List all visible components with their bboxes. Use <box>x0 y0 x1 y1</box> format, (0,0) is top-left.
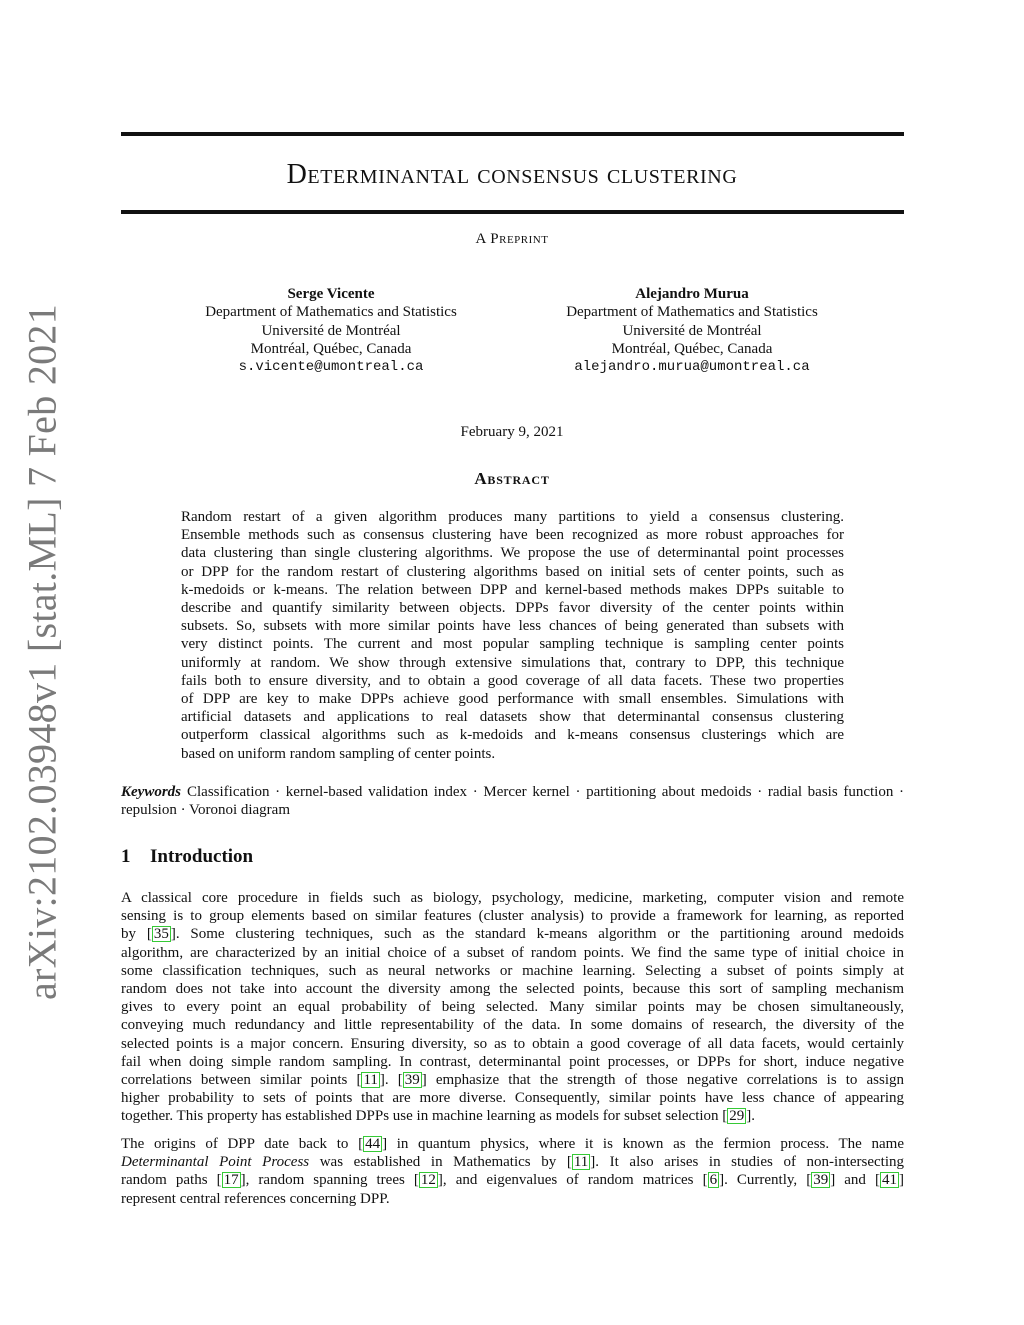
paragraph-line <box>121 998 904 1016</box>
paragraph-text: together. This property has established DPPs use in machine learning as models for subset selection <box>121 1108 723 1125</box>
section-title: Introduction <box>150 846 254 867</box>
paragraph-line <box>121 1053 904 1071</box>
paragraph-text: sensing is to group elements based on similar features (cluster analysis) to provide a framework for learning, as reported <box>121 908 904 925</box>
paragraph-line <box>121 944 904 962</box>
paragraph-text: was established in Mathematics by <box>309 1154 567 1171</box>
paragraph-line <box>121 1016 904 1034</box>
paragraph-text: and <box>835 1172 875 1189</box>
keywords-label: Keywords <box>121 784 181 800</box>
abstract-line: outperform classical algorithms such as k-medoids and k-means consensus clusterings which are <box>181 727 844 744</box>
abstract-line: k-medoids or k-means. The relation between DPP and kernel-based methods makes DPPs suitable to <box>181 581 844 598</box>
abstract-line: subsets. So, subsets with more similar points have less chances of being generated than subsets with <box>181 618 844 635</box>
paper-title: Determinantal consensus clustering <box>286 159 738 190</box>
paragraph-text: represent central references concerning DPP. <box>121 1190 390 1207</box>
abstract-line: very distinct points. The current and most popular sampling technique is sampling center points <box>181 636 844 653</box>
abstract-line: of DPP are key to make DPPs achieve good performance with small ensembles. Simulations with <box>181 691 844 708</box>
keywords-text: Classification · kernel-based validation index · Mercer kernel · partitioning about medoids · radial basis function · repulsion · Voronoi diagram <box>121 784 904 819</box>
paragraph-line <box>121 889 904 907</box>
paragraph-line: The origins of DPP date back to [ 44 ] in quantum physics, where it is known as the fermion process. The name <box>121 1136 904 1152</box>
citation-link[interactable]: 6 <box>709 1172 718 1189</box>
paragraph-text: , random spanning trees <box>245 1172 414 1189</box>
citation-link[interactable]: 44 <box>365 1136 381 1152</box>
paragraph-text: , and eigenvalues of random matrices <box>442 1172 703 1189</box>
title-bottom-rule <box>121 210 904 214</box>
paragraph-text: . <box>751 1108 756 1125</box>
paragraph-line: Determinantal Point Process was established in Mathematics by [ 11 ]. It also arises in studies of non-intersecting <box>121 1154 905 1171</box>
publication-date: February 9, 2021 <box>460 424 564 440</box>
paragraph-line: correlations between similar points [ 11 ]. [ 39 ] emphasize that the strength of those negative correlations is to assign <box>121 1072 905 1089</box>
paragraph-text: The origins of DPP date back to <box>121 1136 359 1152</box>
abstract-line: uniformly at random. We show through extensive simulations that, contrary to DPP, this technique <box>181 654 844 671</box>
section-heading <box>121 846 253 868</box>
paragraph-text: some classification techniques, such as neural networks or machine learning. Selecting a subset of points simply at <box>121 962 904 979</box>
abstract-line: data clustering than single clustering algorithms. We propose the use of determinantal point processes <box>181 545 844 562</box>
paragraph-text: A classical core procedure in fields such as biology, psychology, medicine, marketing, computer vision and remote <box>121 890 904 906</box>
paragraph-line <box>121 962 904 980</box>
abstract-line: describe and quantify similarity between objects. DPPs favor diversity of the center points within <box>181 600 844 617</box>
paragraph-text: higher probability to sets of points that are more diverse. Consequently, similar points have less chance of appearing <box>121 1090 904 1107</box>
citation-link[interactable]: 39 <box>404 1072 420 1089</box>
paragraph-line: random paths [ 17 ], random spanning trees [ 12 ], and eigenvalues of random matrices [ 6 ]. Currently, [ 39 ] and [ 41 ] <box>121 1172 904 1189</box>
abstract-body <box>181 508 844 763</box>
paragraph-text: . Some clustering techniques, such as the standard k-means algorithm or the partitioning around medoids <box>175 926 905 943</box>
paragraph-line <box>121 1089 904 1107</box>
abstract-heading: Abstract <box>474 469 550 488</box>
author-location: Montréal, Québec, Canada <box>611 340 773 357</box>
preprint-label: A Preprint <box>475 231 549 247</box>
paragraph-text: emphasize that the strength of those negative correlations is to assign <box>426 1072 905 1089</box>
author-block <box>532 285 852 376</box>
paragraph-text: by <box>121 926 147 943</box>
paragraph-text: fail when doing simple random sampling. In contrast, determinantal point processes, or DPPs for short, induce negative <box>121 1053 904 1070</box>
abstract-line: Random restart of a given algorithm produces many partitions to yield a consensus clustering. <box>181 509 844 525</box>
paragraph-line <box>121 980 904 998</box>
paragraph-text: in quantum physics, where it is known as the fermion process. The name <box>387 1136 904 1152</box>
paragraph-text: . It also arises in studies of non-intersecting <box>595 1154 905 1171</box>
author-name: Serge Vicente <box>287 286 375 302</box>
abstract-line: artificial datasets and applications to real datasets show that determinantal consensus clustering <box>181 709 844 726</box>
citation-link[interactable]: 11 <box>573 1154 589 1171</box>
paragraph-text: random paths <box>121 1172 217 1189</box>
intro-paragraph <box>121 1135 904 1208</box>
keywords-block <box>121 783 904 819</box>
paragraph-text: selected points is a major concern. Ensuring diversity, so as to obtain a good coverage of all data facets, would certainly <box>121 1035 904 1052</box>
abstract-line: fails both to ensure diversity, and to obtain a good coverage of all data facets. These two properties <box>181 672 844 689</box>
arxiv-identifier: arXiv:2102.03948v1 [stat.ML] 7 Feb 2021 <box>19 303 65 1001</box>
intro-paragraph <box>121 889 904 1126</box>
abstract-line: Ensemble methods such as consensus clustering have been recognized as more robust approaches for <box>181 527 844 544</box>
title-top-rule <box>121 132 904 136</box>
author-university: Université de Montréal <box>261 322 401 339</box>
paragraph-text: gives to every point an equal probability of being selected. Many similar points may be chosen simultaneously, <box>121 999 904 1016</box>
author-university: Université de Montréal <box>622 322 762 339</box>
author-block <box>171 285 491 376</box>
paragraph-text: algorithm, are characterized by an initial choice of a subset of random points. We find the same type of initial choice in <box>121 944 904 961</box>
author-department: Department of Mathematics and Statistics <box>205 304 457 321</box>
citation-link[interactable]: 17 <box>223 1172 239 1189</box>
paragraph-text: correlations between similar points <box>121 1072 357 1089</box>
author-email[interactable]: alejandro.murua@umontreal.ca <box>574 359 810 376</box>
paragraph-text: . Currently, <box>724 1172 807 1189</box>
author-location: Montréal, Québec, Canada <box>250 340 412 357</box>
paragraph-line <box>121 1190 904 1208</box>
paragraph-line <box>121 907 904 925</box>
author-department: Department of Mathematics and Statistics <box>566 304 818 321</box>
author-name: Alejandro Murua <box>635 286 749 302</box>
citation-link[interactable]: 12 <box>420 1172 436 1189</box>
abstract-line: or DPP for the random restart of clustering algorithms based on initial sets of center points, such as <box>181 563 844 580</box>
citation-link[interactable]: 39 <box>813 1172 829 1189</box>
paragraph-line: together. This property has established DPPs use in machine learning as models for subset selection [ 29 ]. <box>121 1108 756 1125</box>
paragraph-text: conveying much redundancy and little representability of the data. In some domains of research, the diversity of the <box>121 1017 904 1034</box>
author-email[interactable]: s.vicente@umontreal.ca <box>238 359 424 376</box>
paragraph-text: . <box>384 1072 398 1089</box>
citation-link[interactable]: 11 <box>363 1072 378 1089</box>
paragraph-line <box>121 1035 904 1053</box>
section-number: 1 <box>121 846 131 867</box>
paragraph-text: random does not take into account the diversity among the selected points, because this sort of sampling mechanism <box>121 981 904 998</box>
citation-link[interactable]: 41 <box>882 1172 897 1189</box>
abstract-line: based on uniform random sampling of center points. <box>181 745 496 762</box>
citation-link[interactable]: 29 <box>729 1108 745 1125</box>
paragraph-line: by [ 35 ]. Some clustering techniques, such as the standard k-means algorithm or the partitioning around medoids <box>121 926 905 943</box>
emphasized-text: Determinantal Point Process <box>121 1154 310 1171</box>
citation-link[interactable]: 35 <box>153 926 169 943</box>
